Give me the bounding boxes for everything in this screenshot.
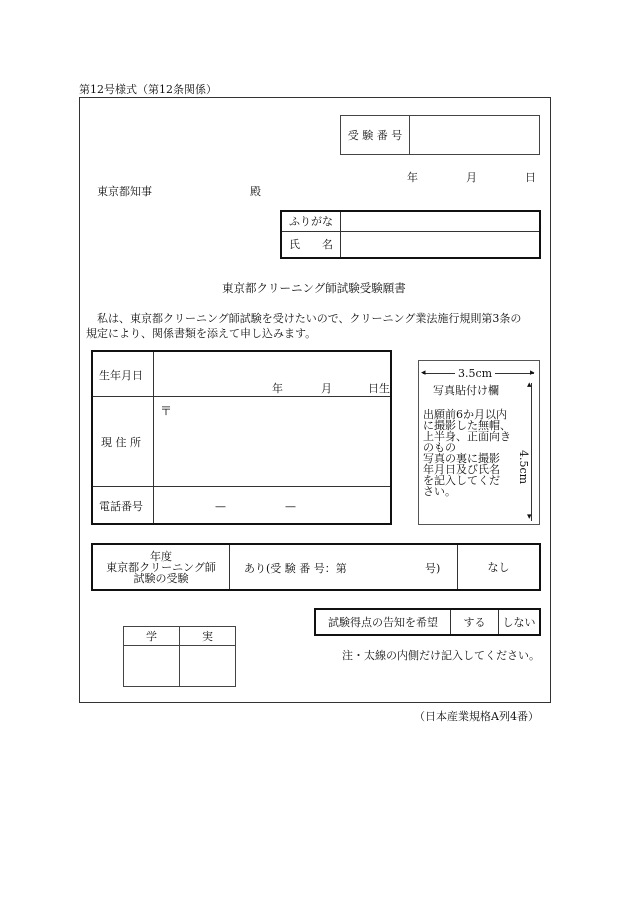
office-use-box [123, 626, 236, 687]
previous-exam-label-line2: 東京都クリーニング師 [106, 560, 216, 574]
previous-exam-yes-text: あり(受 験 番 号：第 [244, 562, 347, 575]
page-title: 東京都クリーニング師試験受験願書 [222, 281, 406, 295]
date-year: 年 [407, 171, 418, 184]
applicant-info-box [91, 350, 392, 525]
previous-exam-label-line1: 年度 [150, 549, 172, 563]
name-label: 氏 名 [281, 231, 341, 258]
addressee-governor: 東京都知事 [97, 185, 152, 198]
date-month: 月 [466, 171, 477, 184]
photo-height-label: 4.5cm [518, 447, 529, 487]
exam-number-label: 受 験 番 号 [341, 116, 410, 155]
furigana-field[interactable] [341, 211, 541, 231]
name-box [280, 210, 541, 259]
score-notice-box [314, 608, 541, 636]
office-col-2: 実 [180, 627, 236, 646]
photo-note-line: 写真の裏に撮影 [423, 452, 500, 465]
body-text-line1: 私は、東京都クリーニング師試験を受けたいので、クリーニング業法施行規則第3条の [97, 312, 522, 325]
photo-note-line: 上半身、正面向き [423, 430, 511, 443]
phone-label: 電話番号 [99, 500, 143, 513]
furigana-label: ふりがな [281, 211, 341, 231]
addressee-honorific: 殿 [250, 185, 261, 198]
exam-number-box [340, 115, 540, 155]
score-notice-yes[interactable]: する [451, 609, 499, 635]
previous-exam-no-option[interactable]: なし [458, 544, 541, 590]
phone-sep-2: — [285, 500, 296, 513]
office-cell-1 [124, 646, 180, 687]
photo-note-line: さい。 [423, 485, 456, 498]
arrow-right-icon: ▸ [530, 368, 535, 378]
previous-exam-box [91, 543, 541, 591]
fill-note: 注・太線の内側だけ記入してください。 [342, 649, 540, 662]
phone-field[interactable] [155, 489, 388, 521]
previous-exam-yes-option[interactable] [230, 544, 458, 590]
phone-sep-1: — [215, 500, 226, 513]
office-cell-2 [180, 646, 236, 687]
previous-exam-label-line3: 試験の受験 [133, 571, 189, 585]
photo-note-line: を記入してくだ [423, 474, 500, 487]
address-field[interactable] [155, 400, 388, 484]
arrow-up-icon: ▴ [527, 380, 532, 390]
photo-note-line: に撮影した無帽、 [423, 419, 511, 432]
photo-note-line: のもの [423, 441, 456, 454]
arrow-left-icon: ◂ [421, 368, 426, 378]
photo-width-label: 3.5cm [455, 368, 495, 379]
birth-day-unit: 日生 [368, 382, 390, 395]
address-label: 現 住 所 [101, 436, 141, 449]
photo-title: 写真貼付け欄 [433, 384, 499, 397]
photo-note [423, 409, 519, 497]
exam-number-field[interactable] [410, 116, 540, 155]
photo-note-line: 年月日及び氏名 [423, 463, 500, 476]
form-number: 第12号様式（第12条関係） [79, 83, 217, 96]
date-day: 日 [525, 171, 536, 184]
score-notice-no[interactable]: しない [499, 609, 541, 635]
paper-size-note: （日本産業規格A列4番） [414, 710, 539, 723]
photo-box [418, 360, 540, 525]
birth-date-label: 生年月日 [99, 369, 143, 382]
arrow-down-icon: ▾ [527, 512, 532, 522]
postal-mark: 〒 [160, 404, 173, 418]
body-text-line2: 規定により、関係書類を添えて申し込みます。 [86, 327, 317, 340]
previous-exam-yes-suffix: 号) [425, 562, 441, 575]
office-col-1: 学 [124, 627, 180, 646]
score-notice-label: 試験得点の告知を希望 [315, 609, 451, 635]
previous-exam-label [92, 544, 230, 590]
name-field[interactable] [341, 231, 541, 258]
photo-note-line: 出願前6か月以内 [423, 408, 507, 421]
birth-month-unit: 月 [321, 382, 332, 395]
birth-year-unit: 年 [272, 382, 283, 395]
